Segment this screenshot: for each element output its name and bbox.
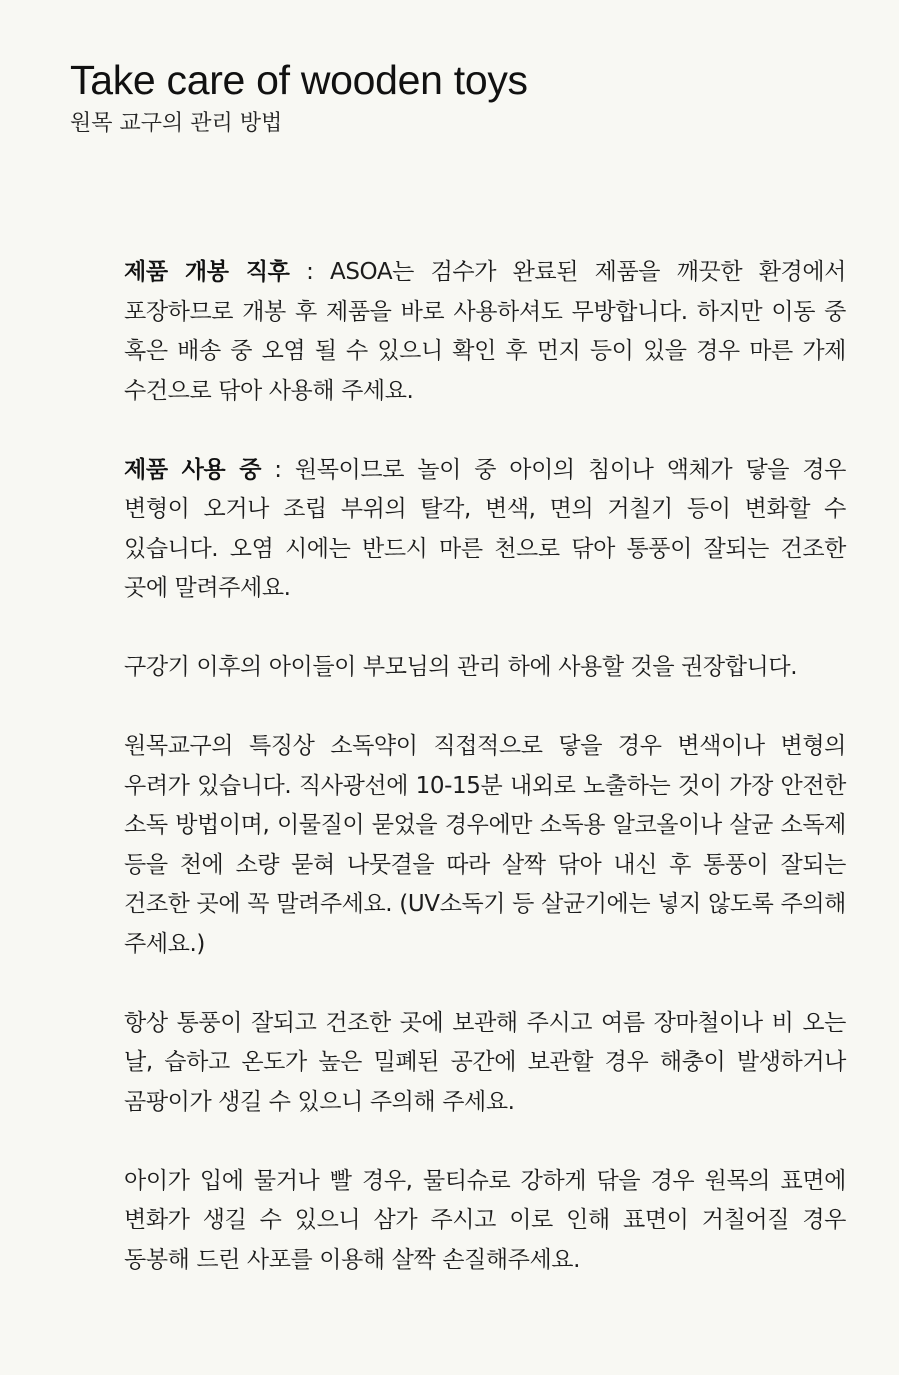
paragraph-text: 아이가 입에 물거나 빨 경우, 물티슈로 강하게 닦을 경우 원목의 표면에 변화가 생길 수 있으니 삼가 주시고 이로 인해 표면이 거칠어질 경우 동봉해 드린 사포를 이용해 살짝 손질해주세요. (124, 1167, 846, 1273)
page-subtitle: 원목 교구의 관리 방법 (70, 111, 283, 136)
paragraph-text: : 원목이므로 놀이 중 아이의 침이나 액체가 닿을 경우 변형이 오거나 조립 부위의 탈각, 변색, 면의 거칠기 등이 변화할 수 있습니다. 오염 시에는 반드시 마른 천으로 닦아 통풍이 잘되는 건조한 곳에 말려주세요. (124, 456, 846, 601)
paragraph-lead: 제품 개봉 직후 (124, 259, 290, 285)
paragraph-age-recommendation (124, 648, 846, 688)
paragraph-disinfection (124, 727, 846, 964)
paragraph-text: 항상 통풍이 잘되고 건조한 곳에 보관해 주시고 여름 장마철이나 비 오는 날, 습하고 온도가 높은 밀폐된 공간에 보관할 경우 해충이 발생하거나 곰팡이가 생길 수 있으니 주의해 주세요. (124, 1009, 846, 1115)
paragraph-after-opening (124, 253, 846, 411)
paragraph-text: 원목교구의 특징상 소독약이 직접적으로 닿을 경우 변색이나 변형의 우려가 있습니다. 직사광선에 10-15분 내외로 노출하는 것이 가장 안전한 소독 방법이며, 이물질이 묻었을 경우에만 소독용 알코올이나 살균 소독제 등을 천에 소량 묻혀 나뭇결을 따라 살짝 닦아 내신 후 통풍이 잘되는 건조한 곳에 꼭 말려주세요. (UV소독기 등 살균기에는 넣지 않도록 주의해 주세요.) (124, 733, 846, 957)
paragraph-lead: 제품 사용 중 (124, 456, 262, 483)
page-title: Take care of wooden toys (70, 57, 528, 103)
paragraph-text: 구강기 이후의 아이들이 부모님의 관리 하에 사용할 것을 권장합니다. (124, 654, 798, 680)
paragraph-during-use (124, 451, 846, 609)
care-instructions (124, 253, 846, 1320)
page-header (70, 56, 830, 140)
paragraph-storage (124, 1004, 846, 1123)
paragraph-surface-care (124, 1162, 846, 1281)
paragraph-text: : ASOA는 검수가 완료된 제품을 깨끗한 환경에서 포장하므로 개봉 후 제품을 바로 사용하셔도 무방합니다. 하지만 이동 중 혹은 배송 중 오염 될 수 있으니 확인 후 먼지 등이 있을 경우 마른 가제 수건으로 닦아 사용해 주세요. (124, 259, 846, 404)
